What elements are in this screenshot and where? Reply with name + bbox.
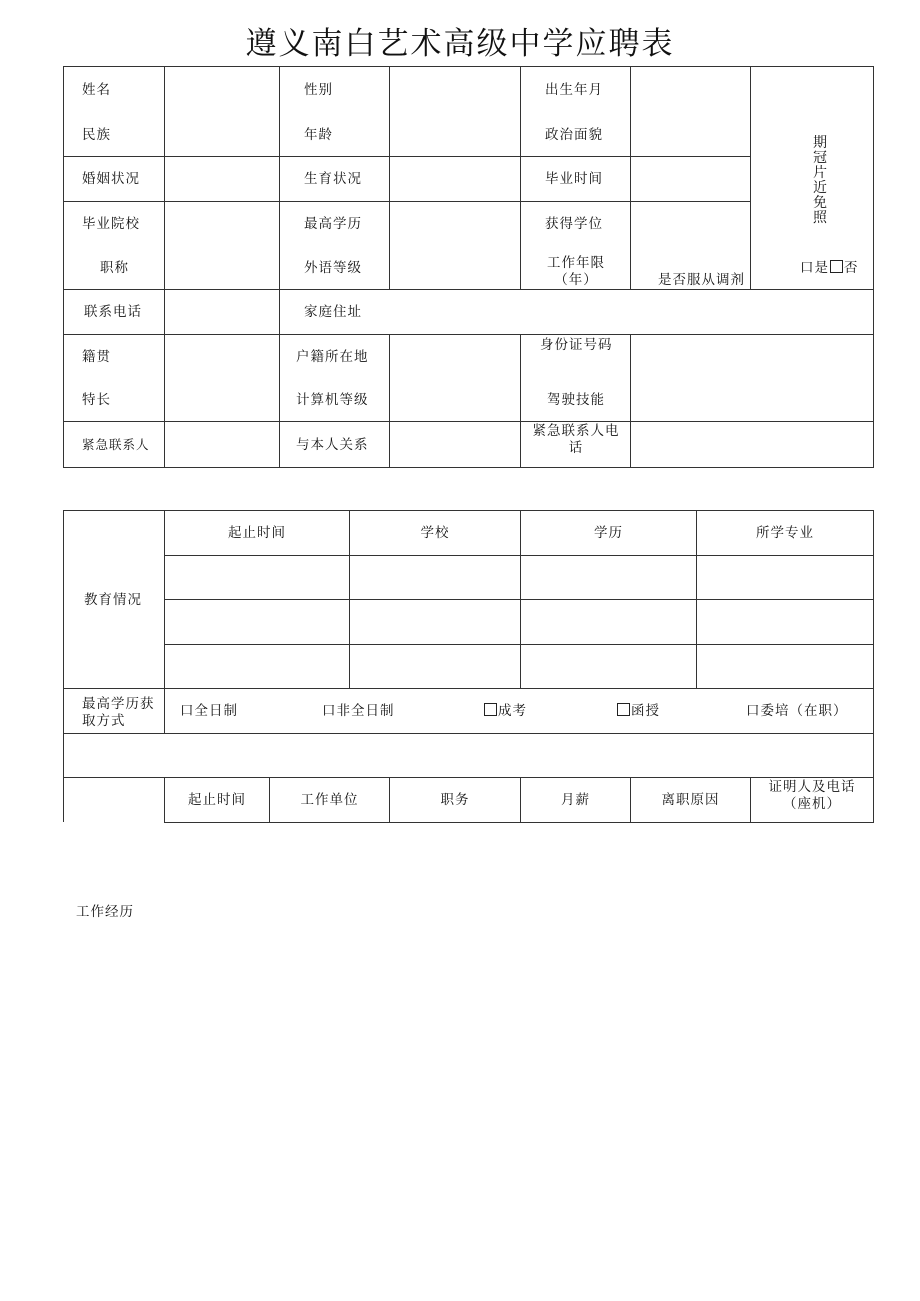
label-age: 年龄 — [304, 127, 333, 143]
grid-line — [389, 334, 390, 468]
edu-rows[interactable] — [165, 556, 873, 688]
label-native: 籍贯 — [82, 349, 111, 365]
input-address[interactable] — [390, 290, 873, 334]
grid-line — [63, 66, 64, 468]
label-computer: 计算机等级 — [296, 392, 369, 408]
label-gender: 性别 — [304, 82, 333, 98]
label-education: 教育情况 — [84, 592, 142, 608]
edu-header-degree: 学历 — [594, 525, 623, 541]
work-header-position: 职务 — [440, 792, 470, 808]
label-driving: 驾驶技能 — [547, 392, 605, 408]
input-birth[interactable] — [631, 67, 750, 156]
grid-line — [63, 733, 874, 734]
label-birth: 出生年月 — [545, 82, 603, 98]
work-header-reference: 证明人及电话（座机） — [768, 779, 856, 812]
label-specialty: 特长 — [82, 392, 111, 408]
label-work-history: 工作经历 — [76, 904, 134, 920]
form-title: 遵义南白艺术高级中学应聘表 — [245, 26, 675, 62]
edu-header-school: 学校 — [420, 525, 450, 541]
edu-header-major: 所学专业 — [756, 525, 814, 541]
grid-line — [63, 421, 874, 422]
grid-line — [520, 66, 521, 290]
label-fertility: 生育状况 — [304, 171, 362, 187]
label-relation: 与本人关系 — [296, 437, 369, 453]
checkbox-no[interactable] — [830, 260, 843, 273]
label-id-number: 身份证号码 — [540, 337, 613, 353]
label-name: 姓名 — [82, 82, 111, 98]
checkbox-adult[interactable] — [484, 703, 497, 716]
adjust-options — [800, 260, 859, 276]
label-political: 政治面貌 — [545, 127, 603, 143]
grid-line — [63, 156, 751, 157]
label-school: 毕业院校 — [82, 216, 140, 232]
label-grad-time: 毕业时间 — [545, 171, 603, 187]
grid-line — [520, 334, 521, 468]
grid-line — [63, 467, 874, 468]
grid-line — [63, 510, 874, 511]
grid-line — [63, 688, 874, 689]
option-parttime[interactable]: 口非全日制 — [322, 703, 395, 719]
label-degree-method: 最高学历获取方式 — [82, 696, 155, 729]
label-title-rank: 职称 — [100, 260, 129, 276]
input-id-number[interactable] — [631, 335, 873, 421]
grid-line — [750, 777, 751, 823]
label-hukou: 户籍所在地 — [296, 349, 369, 365]
label-marital: 婚姻状况 — [82, 171, 140, 187]
option-entrusted[interactable]: 口委培（在职） — [746, 703, 848, 719]
option-adult[interactable] — [483, 703, 527, 719]
option-correspondence-label: 函授 — [631, 703, 660, 719]
option-fulltime[interactable]: 口全日制 — [180, 703, 238, 719]
grid-line — [63, 777, 874, 778]
label-language: 外语等级 — [304, 260, 362, 276]
option-adult-label: 成考 — [498, 703, 527, 719]
work-header-period: 起止时间 — [188, 792, 246, 808]
work-header-reason: 离职原因 — [661, 792, 720, 808]
input-gender[interactable] — [390, 67, 520, 156]
grid-line — [63, 510, 64, 822]
grid-line — [164, 822, 874, 823]
grid-line — [873, 66, 874, 468]
option-yes[interactable]: 口是 — [800, 260, 829, 276]
edu-header-period: 起止时间 — [228, 525, 286, 541]
option-no: 否 — [844, 260, 859, 276]
label-phone: 联系电话 — [84, 304, 142, 320]
label-emergency-phone: 紧急联系人电话 — [532, 423, 620, 456]
work-header-employer: 工作单位 — [300, 792, 359, 808]
label-ethnicity: 民族 — [82, 127, 111, 143]
work-header-salary: 月薪 — [561, 792, 590, 808]
label-degree: 获得学位 — [545, 216, 603, 232]
label-adjust: 是否服从调剂 — [658, 272, 745, 288]
label-emergency: 紧急联系人 — [82, 437, 150, 452]
grid-line — [873, 510, 874, 823]
option-correspondence[interactable] — [616, 703, 660, 719]
grid-line — [63, 201, 751, 202]
grid-line — [750, 66, 751, 290]
grid-line — [279, 66, 280, 468]
photo-placeholder: 期冠片近免照 — [813, 135, 827, 226]
label-work-years: 工作年限（年） — [547, 255, 605, 288]
label-address: 家庭住址 — [304, 304, 362, 320]
checkbox-correspondence[interactable] — [617, 703, 630, 716]
label-degree-level: 最高学历 — [304, 216, 362, 232]
input-name[interactable] — [165, 67, 279, 156]
